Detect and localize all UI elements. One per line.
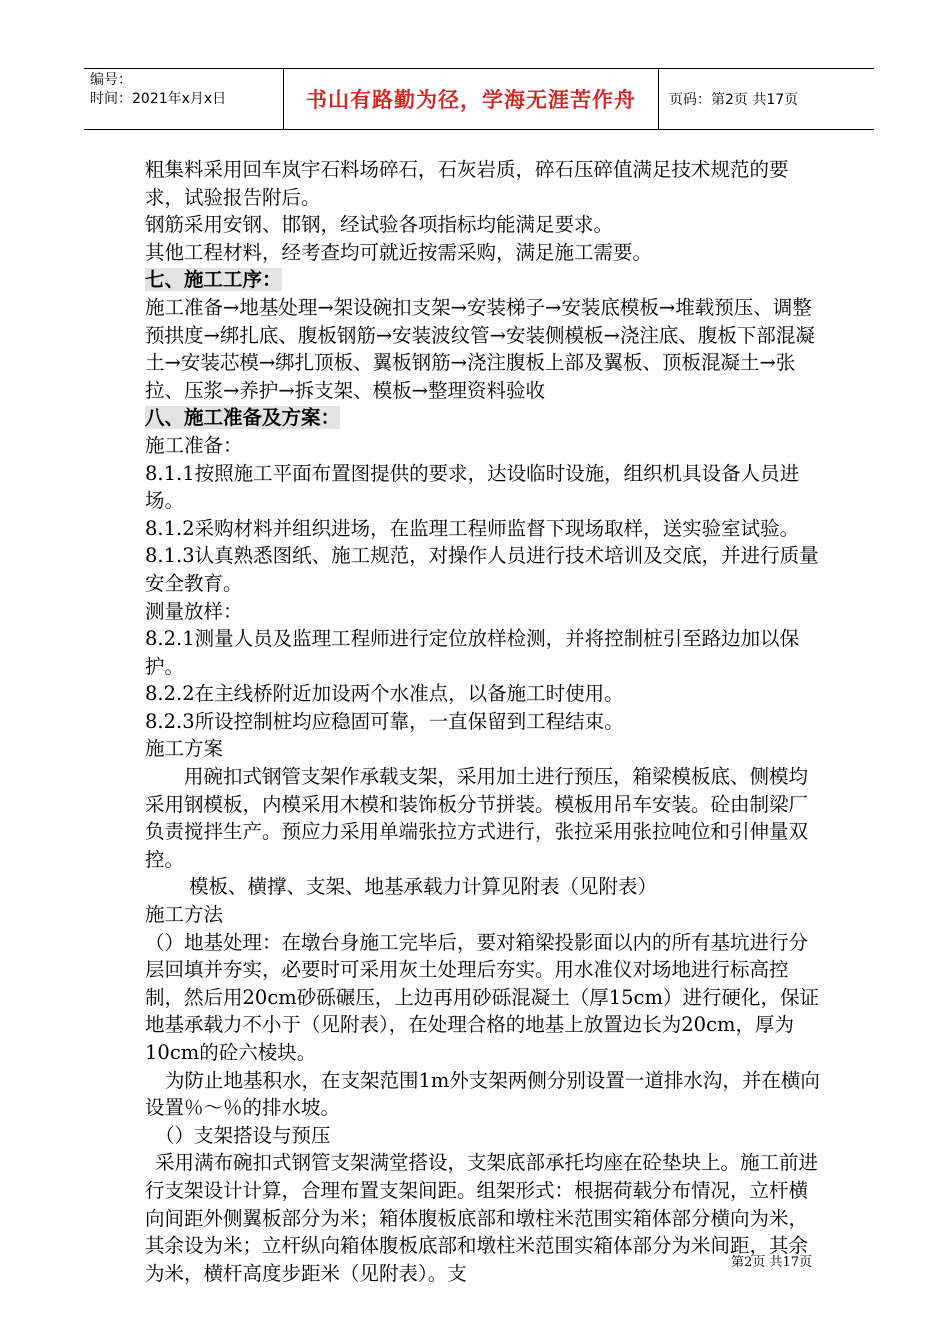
page-header	[84, 68, 874, 130]
subheading: 施工准备：	[145, 433, 243, 457]
paragraph: 用碗扣式钢管支架作承载支架，采用加土进行预压，箱梁模板底、侧模均采用钢模板，内模采用木模和装饰板分节拼装。模板用吊车安装。砼由制梁厂负责搅拌生产。预应力采用单端张拉方式进行，张拉采用张拉吨位和引伸量双控。	[145, 765, 809, 871]
paragraph: 8.1.2采购材料并组织进场，在监理工程师监督下现场取样，送实验室试验。	[145, 516, 800, 540]
subheading: 施工方案	[145, 737, 224, 761]
document-body	[145, 156, 820, 1287]
header-meta	[84, 69, 284, 129]
paragraph: 其他工程材料，经考查均可就近按需采购，满足施工需要。	[145, 240, 653, 264]
paragraph: 粗集料采用回车岚宇石料场碎石，石灰岩质，碎石压碎值满足技术规范的要求，试验报告附后。	[145, 158, 789, 209]
paragraph: 8.1.1按照施工平面布置图提供的要求，达设临时设施，组织机具设备人员进场。	[145, 461, 800, 513]
paragraph: 为防止地基积水，在支架范围1m外支架两侧分别设置一道排水沟，并在横向设置％～％的排水坡。	[145, 1068, 820, 1120]
paragraph: 8.2.1测量人员及监理工程师进行定位放样检测，并将控制桩引至路边加以保护。	[145, 627, 800, 678]
section-heading-7	[145, 266, 820, 294]
section-heading-8	[145, 404, 820, 432]
subheading: 施工方法	[145, 903, 224, 927]
paragraph: 8.2.2在主线桥附近加设两个水准点，以备施工时使用。	[145, 682, 624, 706]
section-heading-text: 七、施工工序：	[145, 268, 282, 292]
paragraph: 采用满布碗扣式钢管支架满堂搭设，支架底部承托均座在砼垫块上。施工前进行支架设计计算，合理布置支架间距。组架形式：根据荷载分布情况，立杆横向间距外侧翼板部分为米；箱体腹板底部和墩柱米范围实箱体部分横向为米，其余设为米；立杆纵向箱体腹板底部和墩柱米范围实箱体部分为米间距，其余为米，横杆高度步距米（见附表）。支	[145, 1151, 819, 1285]
paragraph: 8.1.3认真熟悉图纸、施工规范，对操作人员进行技术培训及交底，并进行质量安全教育。	[145, 544, 819, 595]
subheading: （）支架搭设与预压	[155, 1123, 331, 1147]
page-footer: 第2页 共17页	[731, 1255, 812, 1270]
section-heading-text: 八、施工准备及方案：	[145, 406, 341, 430]
paragraph: （）地基处理：在墩台身施工完毕后，要对箱梁投影面以内的所有基坑进行分层回填并夯实，必要时可采用灰土处理后夯实。用水准仪对场地进行标高控制，然后用20cm砂砾碾压，上边再用砂砾混凝土（厚15cm）进行硬化，保证地基承载力不小于（见附表），在处理合格的地基上放置边长为20cm，厚为10cm的砼六棱块。	[145, 930, 819, 1064]
document-number-label: 编号：	[90, 72, 132, 88]
paragraph: 施工准备→地基处理→架设碗扣支架→安装梯子→安装底模板→堆载预压、调整预拱度→绑扎底、腹板钢筋→安装波纹管→安装侧模板→浇注底、腹板下部混凝土→安装芯模→绑扎顶板、翼板钢筋→浇注腹板上部及翼板、顶板混凝土→张拉、压浆→养护→拆支架、模板→整理资料验收	[145, 295, 815, 402]
header-motto: 书山有路勤为径，学海无涯苦作舟	[284, 69, 659, 129]
document-time-label: 时间：2021年x月x日	[90, 91, 227, 107]
paragraph: 8.2.3所设控制桩均应稳固可靠，一直保留到工程结束。	[145, 709, 624, 733]
paragraph: 钢筋采用安钢、邯钢，经试验各项指标均能满足要求。	[145, 213, 614, 237]
paragraph: 模板、横撑、支架、地基承载力计算见附表（见附表）	[189, 875, 658, 899]
header-page-label: 页码：第2页 共17页	[669, 92, 799, 108]
subheading: 测量放样：	[145, 599, 243, 623]
